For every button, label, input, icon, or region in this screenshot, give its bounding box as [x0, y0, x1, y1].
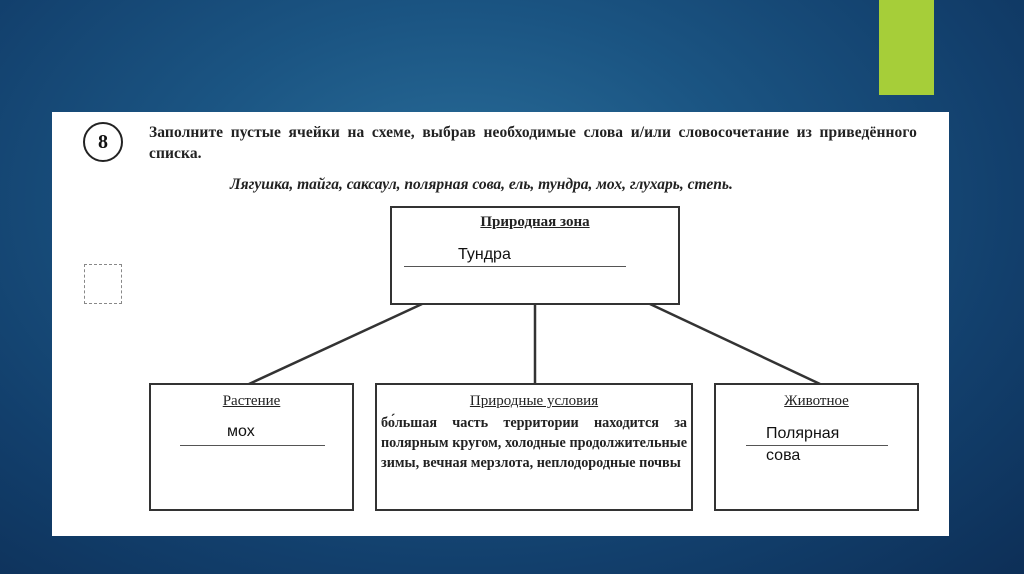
- natural-zone-answer[interactable]: Тундра: [458, 246, 511, 263]
- task-instruction: Заполните пустые ячейки на схеме, выбрав необходимые слова и/или словосочетание из приведённого списка.: [149, 124, 917, 162]
- conditions-box: [375, 383, 693, 511]
- accent-bar: [879, 0, 934, 95]
- natural-zone-line: [404, 266, 626, 267]
- natural-zone-title: Природная зона: [480, 214, 590, 230]
- plant-box: [149, 383, 354, 511]
- question-number: 8: [83, 122, 123, 162]
- plant-line: [180, 445, 325, 446]
- plant-title: Растение: [222, 393, 281, 409]
- conditions-title: Природные условия: [469, 393, 599, 409]
- connector-left: [249, 304, 422, 384]
- conditions-text: бо́льшая часть территории находится за полярным кругом, холодные продолжительные зимы, вечная мерзлота, неплодородные почвы: [381, 415, 687, 471]
- animal-line: [746, 445, 888, 446]
- connector-right: [650, 304, 820, 384]
- natural-zone-box: [390, 206, 680, 305]
- plant-answer[interactable]: мох: [227, 423, 255, 440]
- animal-answer[interactable]: Полярная сова: [766, 425, 840, 464]
- animal-title: Животное: [784, 393, 849, 409]
- task-sheet: [52, 112, 949, 536]
- word-list: Лягушка, тайга, саксаул, полярная сова, ель, тундра, мох, глухарь, степь.: [230, 176, 733, 193]
- animal-box: [714, 383, 919, 511]
